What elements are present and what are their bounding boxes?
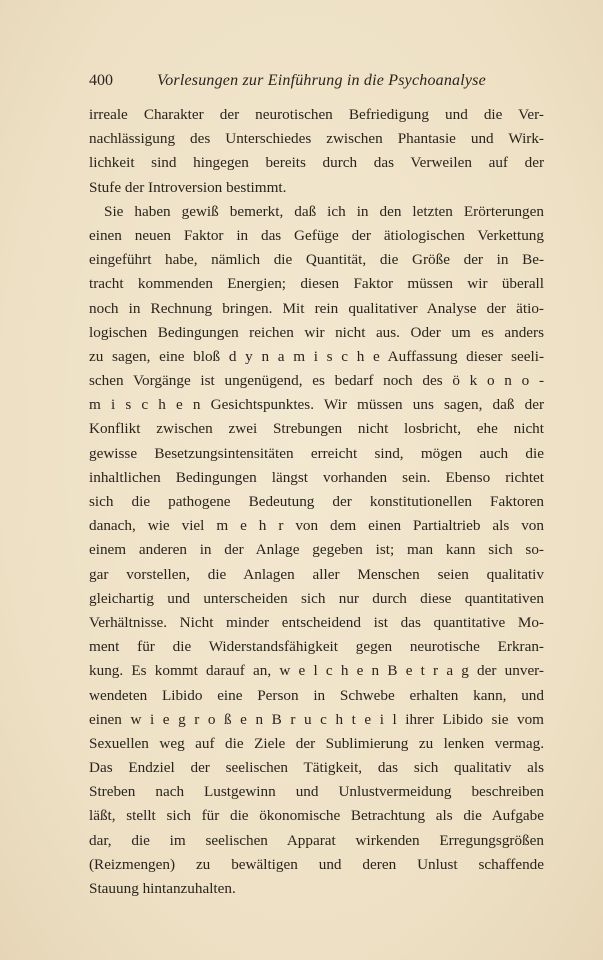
text-line: Stufe der Introversion bestimmt. [89, 178, 287, 196]
text-line: tracht kommenden Energien; diesen Faktor müssen wir überall [89, 275, 544, 293]
text-line: nachlässigung des Unterschiedes zwischen Phantasie und Wirk- [89, 130, 544, 148]
text-line: eingeführt habe, nämlich die Quantität, die Größe der in Be- [89, 251, 544, 269]
text-line: ment für die Widerstandsfähigkeit gegen neurotische Erkran- [89, 638, 544, 656]
text-line: dar, die im seelischen Apparat wirkenden Erregungsgrößen [89, 831, 544, 849]
page-header [89, 70, 544, 92]
text-line: inhaltlichen Bedingungen längst vorhanden sein. Ebenso richtet [89, 468, 544, 486]
text-line: läßt, stellt sich für die ökonomische Betrachtung als die Aufgabe [89, 807, 544, 825]
text-line: sich die pathogene Bedeutung der konstitutionellen Faktoren [89, 493, 544, 510]
text-line: Das Endziel der seelischen Tätigkeit, das sich qualitativ als [89, 759, 544, 777]
text-line: Stauung hintanzuhalten. [89, 880, 236, 897]
text-line: logischen Bedingungen reichen wir nicht aus. Oder um es anders [89, 323, 544, 341]
text-line: Verhältnisse. Nicht minder entscheidend ist das quantitative Mo- [89, 613, 544, 631]
body-text [89, 103, 544, 901]
text-line: schen Vorgänge ist ungenügend, es bedarf noch des ö k o n o - [89, 372, 544, 390]
text-line: (Reizmengen) zu bewältigen und deren Unlust schaffende [89, 855, 544, 873]
text-line: einen w i e g r o ß e n B r u c h t e i l ihrer Libido sie vom [89, 710, 544, 728]
text-line: m i s c h e n Gesichtspunktes. Wir müssen uns sagen, daß der [89, 396, 544, 414]
text-line: Streben nach Lustgewinn und Unlustvermeidung beschreiben [89, 783, 544, 801]
text-line: Sie haben gewiß bemerkt, daß ich in den letzten Erörterungen [104, 202, 544, 220]
text-line: einem anderen in der Anlage gegeben ist; man kann sich so- [89, 541, 544, 559]
text-line: einen neuen Faktor in das Gefüge der ätiologischen Verkettung [89, 226, 544, 244]
text-line: gewisse Besetzungsintensitäten erreicht sind, mögen auch die [89, 444, 544, 462]
text-line: Sexuellen weg auf die Ziele der Sublimierung zu lenken vermag. [89, 734, 544, 752]
text-line: danach, wie viel m e h r von dem einen Partialtrieb als von [89, 517, 544, 535]
text-line: irreale Charakter der neurotischen Befriedigung und die Ver- [89, 106, 544, 123]
text-line: lichkeit sind hingegen bereits durch das Verweilen auf der [89, 154, 544, 172]
text-line: gleichartig und unterscheiden sich nur durch diese quantitativen [89, 589, 544, 607]
text-line: wendeten Libido eine Person in Schwebe erhalten kann, und [89, 686, 544, 704]
text-line: Konflikt zwischen zwei Strebungen nicht losbricht, ehe nicht [89, 420, 544, 438]
running-title: Vorlesungen zur Einführung in die Psychoanalyse [157, 72, 486, 89]
page-number: 400 [89, 72, 113, 89]
text-line: kung. Es kommt darauf an, w e l c h e n B e t r a g der unver- [89, 662, 544, 680]
text-line: zu sagen, eine bloß d y n a m i s c h e Auffassung dieser seeli- [89, 347, 544, 365]
text-line: gar vorstellen, die Anlagen aller Menschen seien qualitativ [89, 565, 544, 583]
text-line: noch in Rechnung bringen. Mit rein qualitativer Analyse der ätio- [89, 299, 544, 317]
